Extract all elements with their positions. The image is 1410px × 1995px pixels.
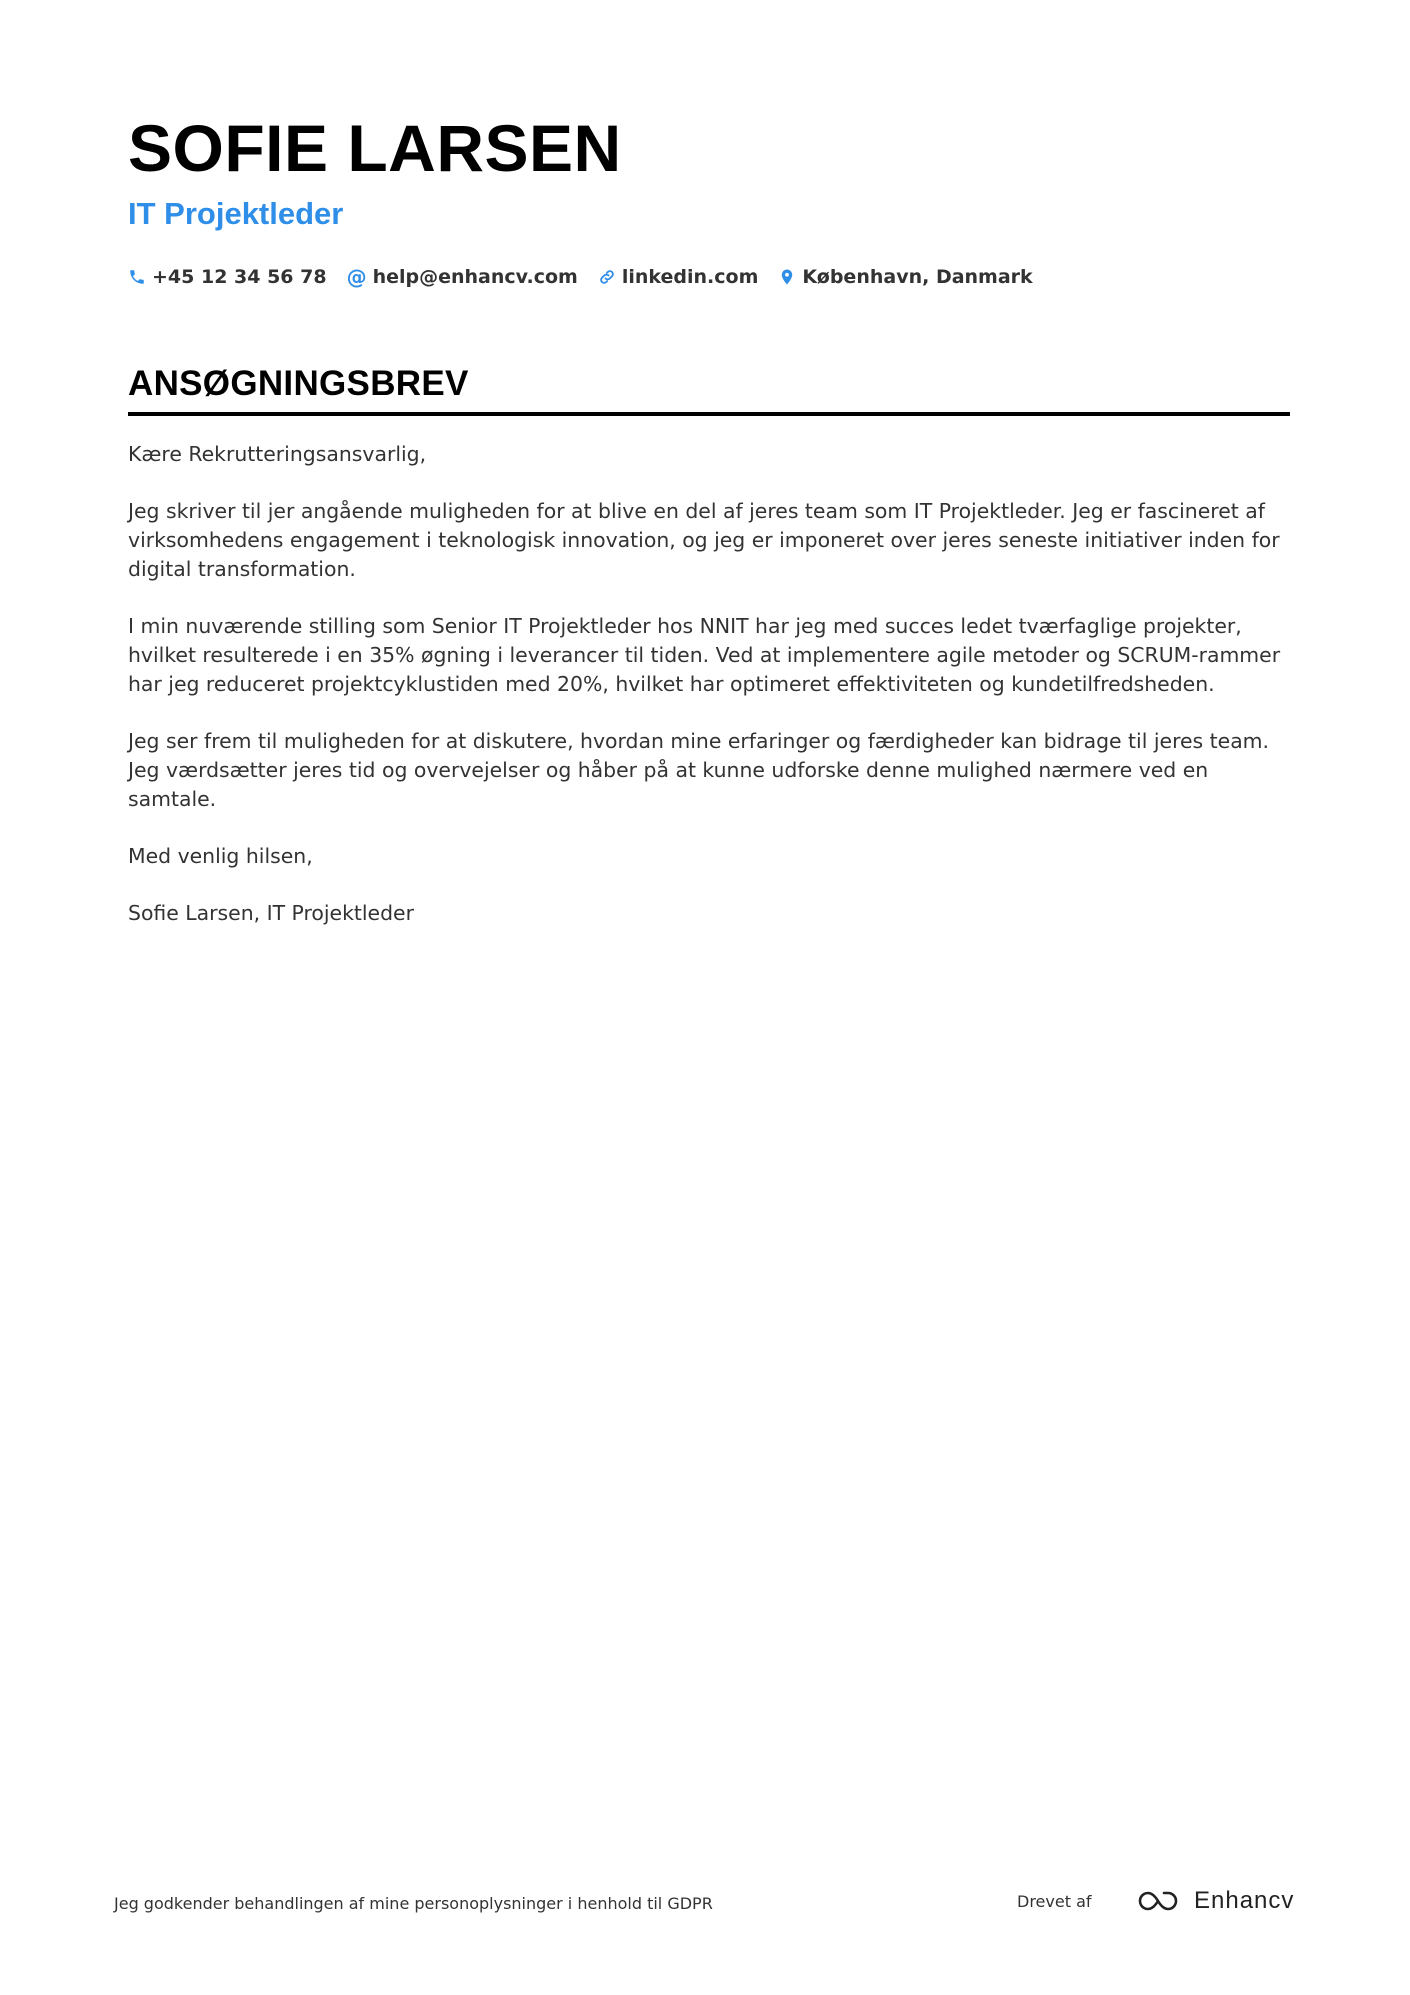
letter-body [128, 440, 1288, 956]
linkedin-link[interactable]: linkedin.com [621, 266, 759, 288]
at-icon: @ [346, 265, 367, 289]
signature: Sofie Larsen, IT Projektleder [128, 901, 414, 925]
header [128, 108, 1288, 292]
paragraph-3: Jeg ser frem til muligheden for at diskutere, hvordan mine erfaringer og færdigheder kan bidrage til jeres team. Jeg værdsætter jeres tid og overvejelser og håber på at kunne udforske denne mulighed nærmere ved en samtale. [128, 729, 1270, 811]
enhancv-logo-icon [1138, 1886, 1186, 1916]
contact-link[interactable] [598, 266, 759, 288]
brand-name: Enhancv [1194, 1887, 1295, 1914]
paragraph-2: I min nuværende stilling som Senior IT Projektleder hos NNIT har jeg med succes ledet tværfaglige projekter, hvilket resulterede i en 35% øgning i leverancer til tiden. Ved at implementere agile metoder og SCRUM-rammer har jeg reduceret projektcyklustiden med 20%, hvilket har optimeret effektiviteten og kundetilfredsheden. [128, 614, 1281, 696]
contact-phone [128, 266, 327, 288]
location-pin-icon [778, 268, 796, 286]
section-divider [128, 412, 1290, 416]
location: København, Danmark [802, 266, 1033, 288]
paragraph-1: Jeg skriver til jer angående muligheden for at blive en del af jeres team som IT Projektleder. Jeg er fascineret af virksomhedens engagement i teknologisk innovation, og jeg er imponeret over jeres seneste initiativer inden for digital transformation. [128, 499, 1280, 581]
job-title: IT Projektleder [128, 196, 344, 231]
greeting: Kære Rekrutteringsansvarlig, [128, 442, 427, 466]
link-icon [598, 268, 616, 286]
candidate-name: SOFIE LARSEN [128, 111, 622, 185]
phone-icon [128, 268, 146, 286]
phone-number: +45 12 34 56 78 [152, 266, 327, 288]
section-title: ANSØGNINGSBREV [128, 364, 469, 403]
closing: Med venlig hilsen, [128, 844, 313, 868]
contact-bar [128, 262, 1288, 292]
footer [114, 1886, 1295, 1926]
enhancv-logo[interactable] [1138, 1886, 1294, 1916]
contact-email[interactable] [347, 265, 578, 289]
powered-by-label: Drevet af [1017, 1892, 1092, 1911]
cover-letter-section [128, 362, 1290, 416]
contact-location [778, 266, 1032, 288]
email-address[interactable]: help@enhancv.com [372, 266, 578, 288]
gdpr-consent: Jeg godkender behandlingen af mine personoplysninger i henhold til GDPR [114, 1894, 713, 1913]
